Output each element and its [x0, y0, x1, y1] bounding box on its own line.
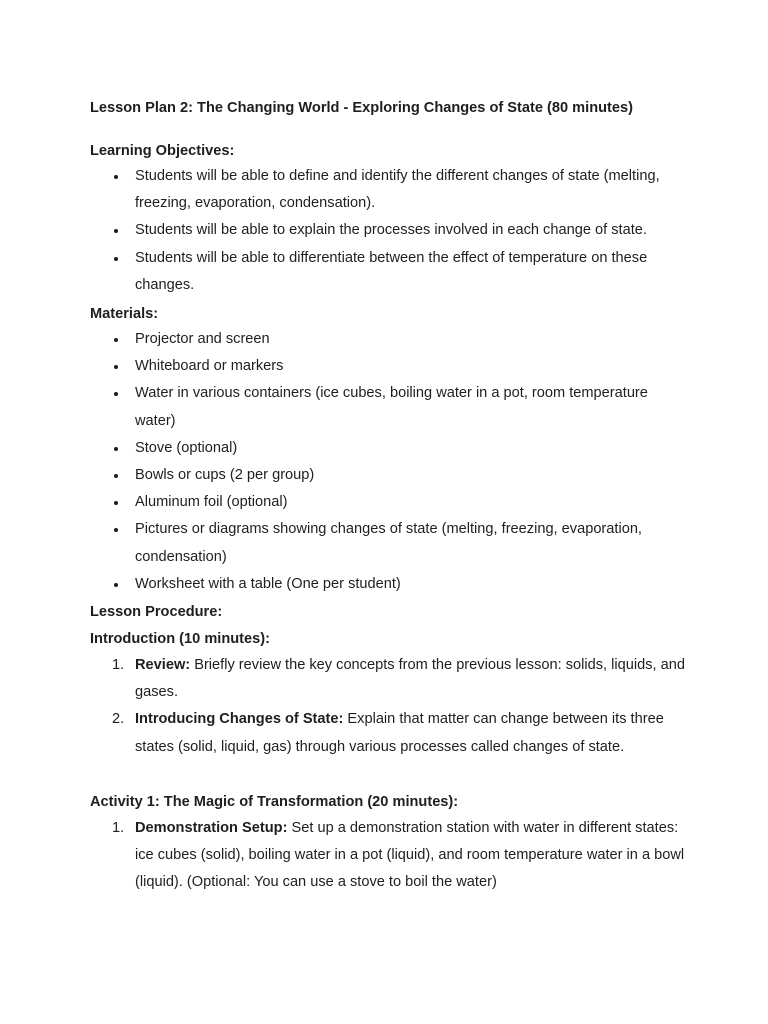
- list-item: Worksheet with a table (One per student): [90, 571, 690, 598]
- list-item: Whiteboard or markers: [90, 353, 690, 380]
- list-item: Students will be able to explain the processes involved in each change of state.: [90, 217, 690, 244]
- list-item: [90, 706, 690, 760]
- objectives-list: [90, 163, 690, 299]
- bullet-icon: [114, 528, 118, 532]
- bullet-icon: [114, 583, 118, 587]
- list-item: Students will be able to define and identify the different changes of state (melting, freezing, evaporation, condensation).: [90, 163, 690, 217]
- materials-heading: Materials:: [90, 306, 159, 322]
- bullet-icon: [114, 338, 118, 342]
- list-item: Pictures or diagrams showing changes of state (melting, freezing, evaporation, condensation): [90, 516, 690, 570]
- bullet-icon: [114, 365, 118, 369]
- list-item: Bowls or cups (2 per group): [90, 462, 690, 489]
- bullet-icon: [114, 447, 118, 451]
- list-number: 1.: [112, 657, 125, 673]
- bullet-icon: [114, 501, 118, 505]
- bullet-icon: [114, 392, 118, 396]
- materials-list: [90, 326, 690, 598]
- item-label: Introducing Changes of State:: [135, 711, 344, 728]
- bullet-icon: [114, 474, 118, 478]
- activity1-list: [90, 815, 690, 897]
- item-text: Set up a demonstration station with water in different states: ice cubes (solid), boiling water in a pot (liquid), and room temperature water in a bowl (liquid). (Optional: You can use a stove to boil the water): [135, 820, 685, 891]
- list-number: 1.: [112, 820, 125, 836]
- objectives-heading: Learning Objectives:: [90, 143, 235, 159]
- item-text: Briefly review the key concepts from the previous lesson: solids, liquids, and gases.: [135, 657, 685, 701]
- procedure-heading: Lesson Procedure:: [90, 604, 223, 620]
- list-number: 2.: [112, 711, 125, 728]
- list-item: Stove (optional): [90, 435, 690, 462]
- introduction-list: [90, 652, 690, 761]
- activity1-heading: Activity 1: The Magic of Transformation (20 minutes):: [90, 794, 459, 810]
- item-label: Demonstration Setup:: [135, 820, 288, 836]
- list-item: Water in various containers (ice cubes, boiling water in a pot, room temperature water): [90, 380, 690, 434]
- bullet-icon: [114, 175, 118, 179]
- document-title: Lesson Plan 2: The Changing World - Exploring Changes of State (80 minutes): [90, 100, 633, 116]
- bullet-icon: [114, 257, 118, 261]
- introduction-heading: Introduction (10 minutes):: [90, 631, 270, 647]
- item-text: Explain that matter can change between its three states (solid, liquid, gas) through various processes called changes of state.: [135, 711, 664, 755]
- bullet-icon: [114, 229, 118, 233]
- list-item: [90, 815, 690, 897]
- list-item: [90, 652, 690, 706]
- list-item: Aluminum foil (optional): [90, 489, 690, 516]
- item-label: Review:: [135, 657, 191, 673]
- list-item: Projector and screen: [90, 326, 690, 353]
- list-item: Students will be able to differentiate between the effect of temperature on these changes.: [90, 245, 690, 299]
